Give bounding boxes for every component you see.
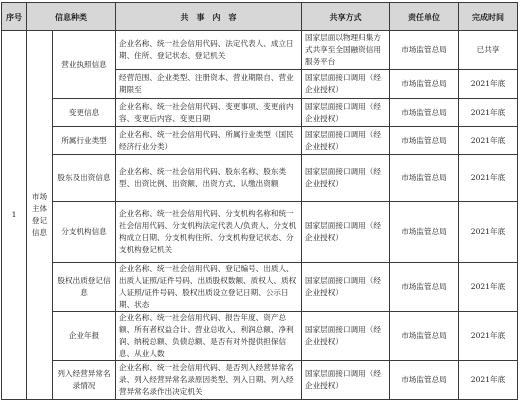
content-cell: 企业名称、统一社会信用代码、报告年度、资产总额、所有者权益合计、营业总收入、利润总额、净利润、纳税总额、负债总额、是否有对外提供担保信息、从业人数 <box>116 312 302 361</box>
table-row <box>2 263 518 312</box>
unit-cell: 市场监管总局 <box>390 31 459 70</box>
content-cell: 企业名称、统一社会信用代码、分支机构名称和统一社会信用代码、分支机构法定代表人/负责人、分支机构成立日期、分支机构住所、分支机构登记状态、分支机构登记机关 <box>116 202 302 263</box>
unit-cell: 市场监管总局 <box>390 99 459 127</box>
deadline-cell: 2021年底 <box>459 155 518 202</box>
method-cell: 国家层面接口调用（经企业授权） <box>302 263 390 312</box>
sub-category: 列入经营异常名录情况 <box>53 361 116 400</box>
content-cell: 企业名称、统一社会信用代码、法定代表人、成立日期、住所、登记状态、登记机关 <box>116 31 302 70</box>
sub-category: 股东及出资信息 <box>53 155 116 202</box>
unit-cell: 市场监管总局 <box>390 202 459 263</box>
content-cell: 企业名称、统一社会信用代码、变更事项、变更前内容、变更后内容、变更日期 <box>116 99 302 127</box>
header-method: 共享方式 <box>302 3 390 31</box>
deadline-cell: 2021年底 <box>459 312 518 361</box>
table-row <box>2 155 518 202</box>
table-row <box>2 312 518 361</box>
info-sharing-table <box>1 2 518 400</box>
deadline-cell: 2021年底 <box>459 202 518 263</box>
header-unit: 责任单位 <box>390 3 459 31</box>
sub-category: 股权出质登记信息 <box>53 263 116 312</box>
table-row <box>2 99 518 127</box>
deadline-cell: 2021年底 <box>459 263 518 312</box>
unit-cell: 市场监管总局 <box>390 312 459 361</box>
method-cell: 国家层面接口调用（经企业授权） <box>302 361 390 400</box>
table-row <box>2 31 518 70</box>
content-cell: 企业名称、统一社会信用代码、所属行业类型（国民经济行业分类） <box>116 127 302 155</box>
sub-category: 企业年报 <box>53 312 116 361</box>
sub-category: 所属行业类型 <box>53 127 116 155</box>
content-cell: 企业名称、统一社会信用代码、登记编号、出质人、出质人证照/证件号码、出质股权数额、质权人、质权人证照/证件号码、股权出质设立登记日期、公示日期、状态 <box>116 263 302 312</box>
unit-cell: 市场监管总局 <box>390 155 459 202</box>
method-cell: 国家层面接口调用（经企业授权） <box>302 155 390 202</box>
table-row <box>2 361 518 400</box>
header-deadline: 完成时间 <box>459 3 518 31</box>
content-cell: 企业名称、统一社会信用代码、股东名称、股东类型、出资比例、出资额、出资方式、认缴出资额 <box>116 155 302 202</box>
method-cell: 国家层面以物理归集方式共享至全国融资信用服务平台 <box>302 31 390 70</box>
deadline-cell: 2021年底 <box>459 361 518 400</box>
sub-category: 变更信息 <box>53 99 116 127</box>
unit-cell: 市场监管总局 <box>390 70 459 99</box>
header-row <box>2 3 518 31</box>
method-cell: 国家层面接口调用（经企业授权） <box>302 312 390 361</box>
group-label: 市场主体登记信息 <box>27 31 53 400</box>
sub-category: 营业执照信息 <box>53 31 116 99</box>
deadline-cell: 2021年底 <box>459 70 518 99</box>
deadline-cell: 2021年底 <box>459 99 518 127</box>
unit-cell: 市场监管总局 <box>390 263 459 312</box>
method-cell: 国家层面接口调用（经企业授权） <box>302 202 390 263</box>
deadline-cell: 2021年底 <box>459 127 518 155</box>
row-number: 1 <box>2 31 27 400</box>
method-cell: 国家层面接口调用（经企业授权） <box>302 127 390 155</box>
deadline-cell: 已共享 <box>459 31 518 70</box>
header-category: 信息种类 <box>27 3 116 31</box>
header-seq: 序号 <box>2 3 27 31</box>
content-cell: 经营范围、企业类型、注册资本、营业期限自、营业期限至 <box>116 70 302 99</box>
table-row <box>2 202 518 263</box>
unit-cell: 市场监管总局 <box>390 127 459 155</box>
header-content: 共 事 内 容 <box>116 3 302 31</box>
table-row <box>2 127 518 155</box>
sub-category: 分支机构信息 <box>53 202 116 263</box>
unit-cell: 市场监管总局 <box>390 361 459 400</box>
method-cell: 国家层面接口调用（经企业授权） <box>302 70 390 99</box>
content-cell: 企业名称、统一社会信用代码、是否列入经营异常名录、列入经营异常名录原因类型、列入日期、列入经营异常名录作出决定机关 <box>116 361 302 400</box>
method-cell: 国家层面接口调用（经企业授权） <box>302 99 390 127</box>
